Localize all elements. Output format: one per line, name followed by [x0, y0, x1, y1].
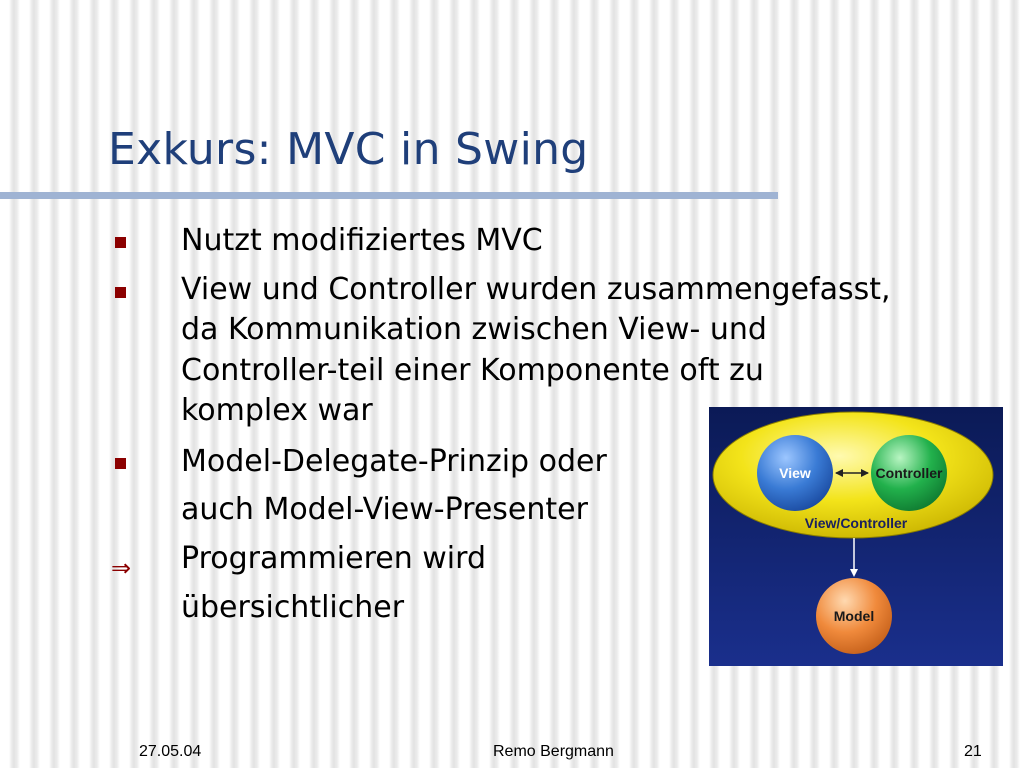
bullet-square-marker [115, 458, 126, 469]
bullet-4-line-1: Programmieren wird [181, 541, 486, 576]
slide-title: Exkurs: MVC in Swing [108, 124, 589, 175]
view-label: View [779, 465, 811, 481]
controller-label: Controller [875, 465, 943, 481]
bullet-2-line-1: View und Controller wurden zusammengefasst, [181, 272, 891, 307]
model-label: Model [833, 608, 875, 624]
footer-author: Remo Bergmann [493, 743, 614, 760]
footer-date: 27.05.04 [139, 743, 202, 760]
bullet-3-line-1: Model-Delegate-Prinzip oder [181, 444, 607, 479]
bullet-2-line-2: da Kommunikation zwischen View- und [181, 312, 767, 347]
implies-arrow-icon: ⇒ [111, 554, 132, 582]
bullet-4-line-2: übersichtlicher [181, 590, 405, 625]
bullet-3-line-2: auch Model-View-Presenter [181, 492, 588, 527]
title-rule [0, 192, 778, 199]
bullet-2-line-4: komplex war [181, 393, 373, 428]
footer-page-number: 21 [964, 743, 982, 760]
bullet-square-marker [115, 237, 126, 248]
bullet-square-marker [115, 287, 126, 298]
bullet-1-line-1: Nutzt modifiziertes MVC [181, 223, 543, 258]
bullet-2-line-3: Controller-teil einer Komponente oft zu [181, 353, 764, 388]
view-controller-label: View/Controller [804, 515, 908, 531]
mvc-diagram [709, 407, 1003, 666]
